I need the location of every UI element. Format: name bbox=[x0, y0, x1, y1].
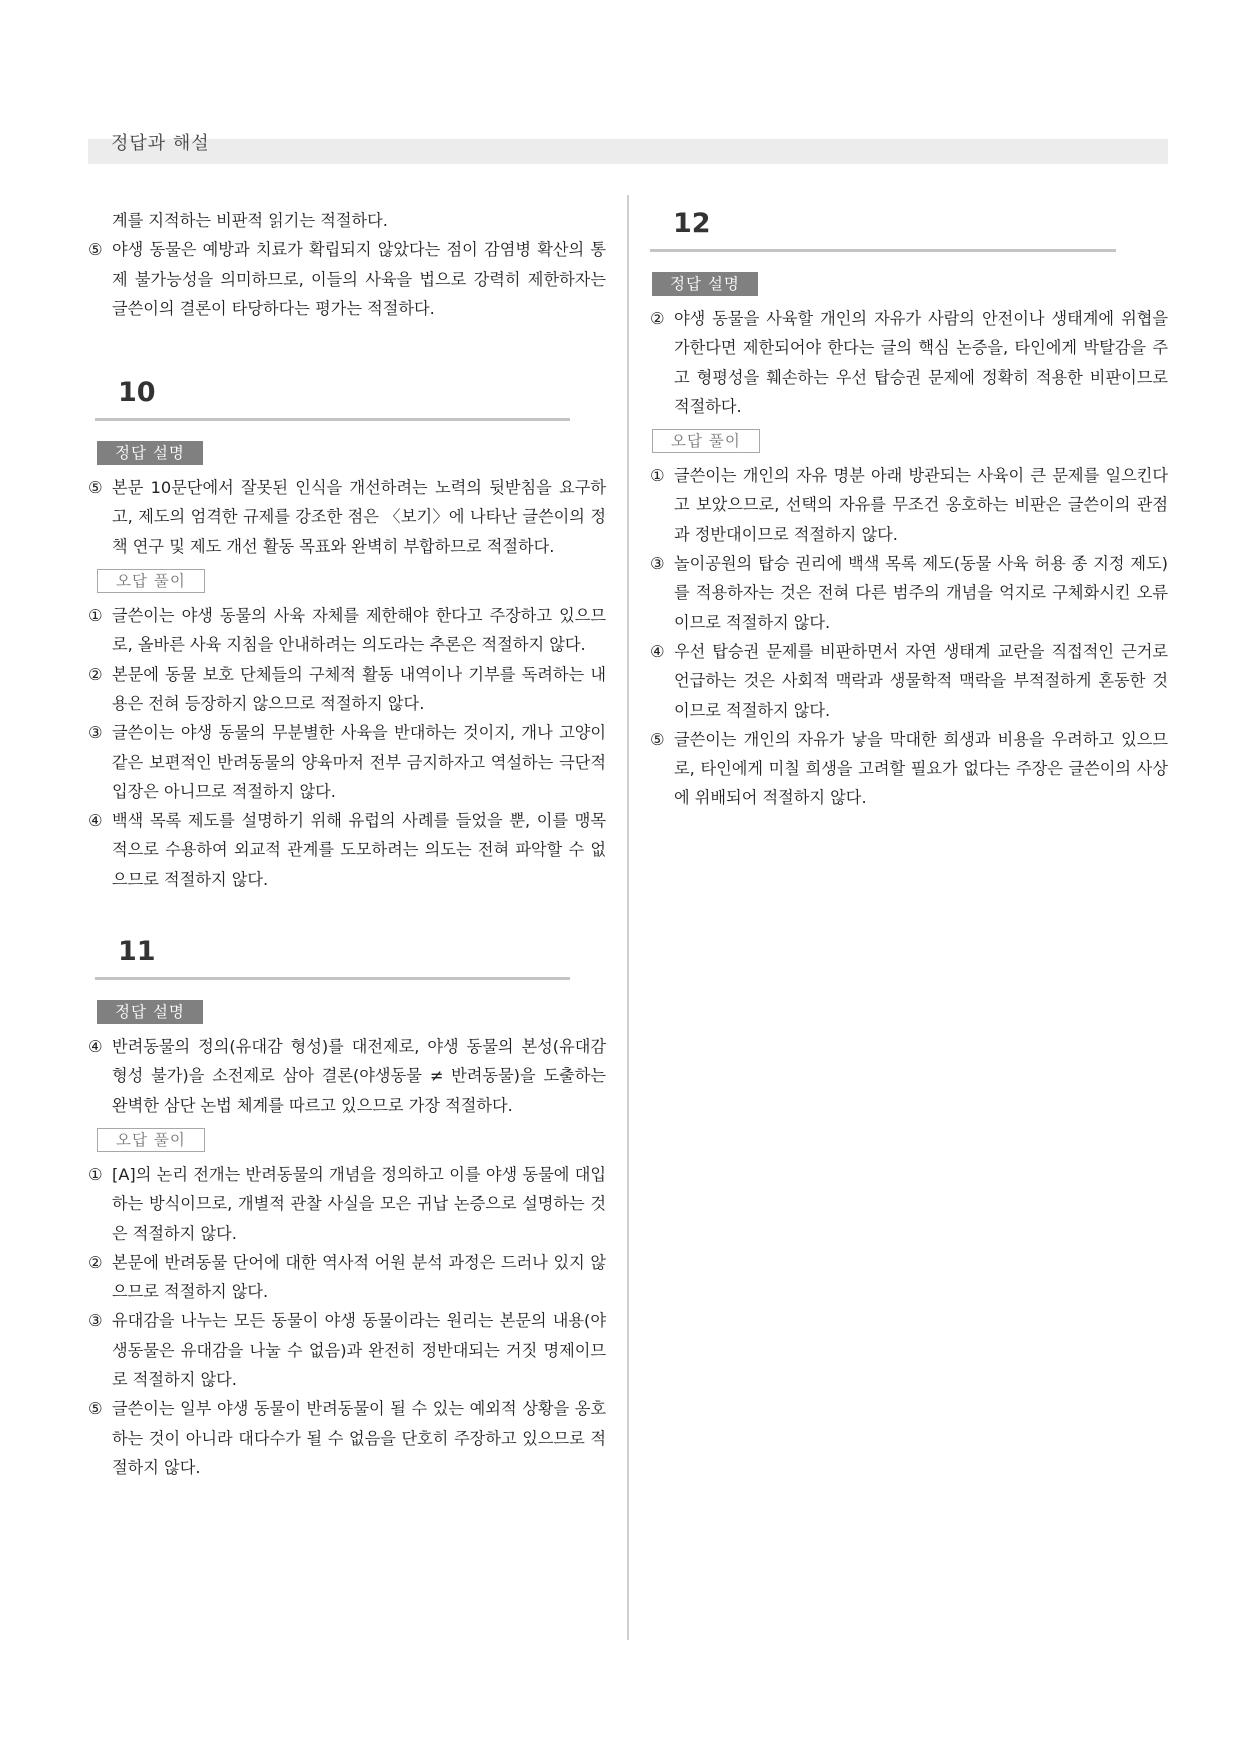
choice-text: 유대감을 나누는 모든 동물이 야생 동물이라는 원리는 본문의 내용(야생동물은 유대감을 나눌 수 없음)과 완전히 정반대되는 거짓 명제이므로 적절하지 않다. bbox=[112, 1311, 606, 1390]
answer-choice bbox=[88, 1032, 606, 1120]
choice-text: 놀이공원의 탑승 권리에 백색 목록 제도(동물 사육 허용 종 지정 제도)를 적용하자는 것은 전혀 다른 범주의 개념을 억지로 구체화시킨 오류이므로 적절하지 않다. bbox=[674, 554, 1168, 632]
left-column bbox=[88, 206, 606, 1482]
choice-text: 야생 동물을 사육할 개인의 자유가 사람의 안전이나 생태계에 위협을 가한다면 제한되어야 한다는 글의 핵심 논증을, 타인에게 박탈감을 주고 형평성을 훼손하는 우선 탑승권 문제에 정확히 적용한 비판이므로 적절하다. bbox=[674, 309, 1168, 416]
choice-text: [A]의 논리 전개는 반려동물의 개념을 정의하고 이를 야생 동물에 대입하는 방식이므로, 개별적 관찰 사실을 모은 귀납 논증으로 설명하는 것은 적절하지 않다. bbox=[112, 1164, 606, 1243]
choice-marker: ③ bbox=[88, 723, 103, 743]
carryover-choice-5 bbox=[88, 235, 606, 323]
wrong-choice-1 bbox=[88, 1160, 606, 1248]
running-header-title: 정답과 해설 bbox=[111, 133, 210, 154]
question-underline bbox=[95, 977, 570, 980]
choice-marker: ⑤ bbox=[650, 729, 665, 749]
question-10-heading bbox=[88, 375, 606, 435]
choice-text: 반려동물의 정의(유대감 형성)를 대전제로, 야생 동물의 본성(유대감 형성 불가)을 소전제로 삼아 결론(야생동물 ≠ 반려동물)을 도출하는 완벽한 삼단 논법 체계를 따르고 있으므로 가장 적절하다. bbox=[112, 1037, 606, 1115]
wrong-choice-3 bbox=[88, 1306, 606, 1394]
wrong-answer-tag: 오답 풀이 bbox=[652, 429, 760, 453]
wrong-choice-2 bbox=[88, 1248, 606, 1307]
wrong-choice-3 bbox=[650, 549, 1168, 637]
answer-explanation-tag: 정답 설명 bbox=[97, 1000, 203, 1024]
question-number: 10 bbox=[118, 377, 156, 409]
answer-explanation-tag: 정답 설명 bbox=[97, 441, 203, 465]
choice-text: 글쓴이는 야생 동물의 무분별한 사육을 반대하는 것이지, 개나 고양이 같은 보편적인 반려동물의 양육마저 전부 금지하자고 역설하는 극단적 입장은 아니므로 적절하지 않다. bbox=[112, 723, 606, 801]
wrong-choice-3 bbox=[88, 718, 606, 806]
question-11-heading bbox=[88, 934, 606, 994]
choice-marker: ① bbox=[650, 466, 665, 486]
choice-text: 글쓴이는 개인의 자유가 낳을 막대한 희생과 비용을 우려하고 있으므로, 타인에게 미칠 희생을 고려할 필요가 없다는 주장은 글쓴이의 사상에 위배되어 적절하지 않다. bbox=[674, 729, 1168, 808]
choice-text: 본문에 동물 보호 단체들의 구체적 활동 내역이나 기부를 독려하는 내용은 전혀 등장하지 않으므로 적절하지 않다. bbox=[112, 664, 606, 713]
wrong-choice-4 bbox=[88, 806, 606, 894]
wrong-answer-tag: 오답 풀이 bbox=[97, 569, 205, 593]
wrong-answer-tag: 오답 풀이 bbox=[97, 1128, 205, 1152]
answer-explanation-tag: 정답 설명 bbox=[652, 272, 758, 296]
choice-marker: ⑤ bbox=[88, 240, 103, 260]
choice-marker: ③ bbox=[650, 554, 665, 574]
wrong-choice-1 bbox=[88, 601, 606, 660]
wrong-choice-5 bbox=[650, 725, 1168, 813]
carryover-line: 계를 지적하는 비판적 읽기는 적절하다. bbox=[112, 211, 388, 230]
column-divider bbox=[627, 195, 629, 1640]
answer-choice bbox=[650, 304, 1168, 421]
wrong-choice-4 bbox=[650, 637, 1168, 725]
choice-text: 글쓴이는 개인의 자유 명분 아래 방관되는 사육이 큰 문제를 일으킨다고 보았으므로, 선택의 자유를 무조건 옹호하는 비판은 글쓴이의 관점과 정반대이므로 적절하지 않다. bbox=[674, 466, 1168, 544]
choice-text: 우선 탑승권 문제를 비판하면서 자연 생태계 교란을 직접적인 근거로 언급하는 것은 사회적 맥락과 생물학적 맥락을 부적절하게 혼동한 것이므로 적절하지 않다. bbox=[674, 641, 1168, 720]
choice-text: 본문에 반려동물 단어에 대한 역사적 어원 분석 과정은 드러나 있지 않으므로 적절하지 않다. bbox=[112, 1252, 606, 1302]
choice-marker: ④ bbox=[88, 1037, 103, 1057]
choice-marker: ④ bbox=[650, 641, 665, 661]
choice-marker: ① bbox=[88, 1164, 103, 1184]
wrong-choice-1 bbox=[650, 461, 1168, 549]
question-12-heading bbox=[650, 206, 1168, 266]
question-underline bbox=[650, 249, 1116, 252]
question-number: 11 bbox=[118, 936, 156, 968]
choice-marker: ① bbox=[88, 606, 103, 626]
choice-marker: ⑤ bbox=[88, 478, 103, 498]
choice-marker: ⑤ bbox=[88, 1399, 103, 1419]
wrong-choice-2 bbox=[88, 660, 606, 719]
choice-marker: ③ bbox=[88, 1311, 103, 1331]
answer-choice bbox=[88, 473, 606, 561]
choice-text: 본문 10문단에서 잘못된 인식을 개선하려는 노력의 뒷받침을 요구하고, 제도의 엄격한 규제를 강조한 점은 〈보기〉에 나타난 글쓴이의 정책 연구 및 제도 개선 활동 목표와 완벽히 부합하므로 적절하다. bbox=[112, 478, 606, 556]
wrong-choice-5 bbox=[88, 1394, 606, 1482]
choice-text: 야생 동물은 예방과 치료가 확립되지 않았다는 점이 감염병 확산의 통제 불가능성을 의미하므로, 이들의 사육을 법으로 강력히 제한하자는 글쓴이의 결론이 타당하다는 평가는 적절하다. bbox=[112, 240, 606, 318]
choice-marker: ② bbox=[88, 1252, 103, 1272]
question-underline bbox=[95, 418, 570, 421]
choice-text: 글쓴이는 야생 동물의 사육 자체를 제한해야 한다고 주장하고 있으므로, 올바른 사육 지침을 안내하려는 의도라는 추론은 적절하지 않다. bbox=[112, 606, 606, 655]
choice-marker: ④ bbox=[88, 811, 103, 831]
choice-text: 글쓴이는 일부 야생 동물이 반려동물이 될 수 있는 예외적 상황을 옹호하는 것이 아니라 대다수가 될 수 없음을 단호히 주장하고 있으므로 적절하지 않다. bbox=[112, 1399, 606, 1477]
header-band bbox=[88, 139, 1168, 164]
choice-marker: ② bbox=[88, 664, 103, 684]
right-column bbox=[650, 206, 1168, 813]
choice-text: 백색 목록 제도를 설명하기 위해 유럽의 사례를 들었을 뿐, 이를 맹목적으로 수용하여 외교적 관계를 도모하려는 의도는 전혀 파악할 수 없으므로 적절하지 않다. bbox=[112, 811, 606, 889]
choice-marker: ② bbox=[650, 309, 665, 328]
question-number: 12 bbox=[673, 208, 711, 239]
